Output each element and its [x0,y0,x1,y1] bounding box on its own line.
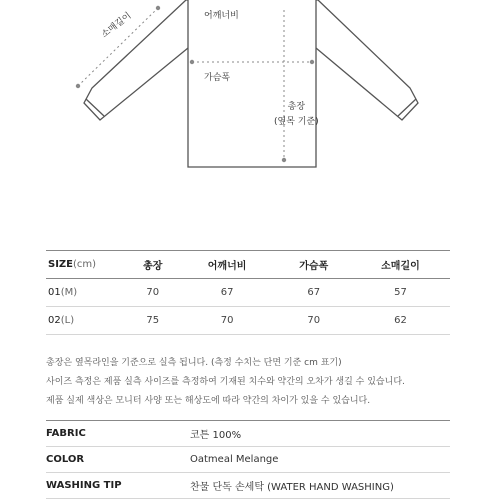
garment-diagram [0,0,500,200]
value-cell: 67 [178,279,277,307]
product-specs [46,420,450,499]
spec-label: FABRIC [46,428,86,439]
total-length-label [274,100,319,130]
table-row [46,279,450,307]
size-table-header [46,251,450,279]
measurement-notes [46,354,466,411]
spec-label: WASHING TIP [46,480,122,491]
table-row [46,307,450,335]
value-cell: 57 [351,279,450,307]
size-cell: 01(M) [46,279,128,307]
header-sleeve: 소매길이 [351,251,450,279]
sleeve-length-label: 소매길이 [99,10,134,41]
size-column-header: SIZE(cm) [46,251,128,279]
spec-row-fabric [46,420,450,447]
total-length-note: (옆목 기준) [274,117,319,127]
size-cell: 02(L) [46,307,128,335]
unit-label: (cm) [73,259,97,270]
value-cell: 70 [178,307,277,335]
note-line: 제품 실제 색상은 모니터 사양 또는 해상도에 따라 약간의 차이가 있을 수 있습니다. [46,396,371,406]
chest-width-label: 가슴폭 [204,73,231,83]
value-cell: 70 [277,307,351,335]
header-chest: 가슴폭 [277,251,351,279]
spec-value: Oatmeal Melange [190,454,279,465]
value-cell: 75 [128,307,178,335]
spec-value: 찬물 단독 손세탁 (WATER HAND WASHING) [190,482,394,493]
note-line: 총장은 옆목라인을 기준으로 실측 됩니다. (측정 수치는 단면 기준 cm 표기) [46,358,342,368]
shoulder-width-label: 어깨너비 [204,11,239,21]
total-length-title: 총장 [287,102,306,112]
value-cell: 62 [351,307,450,335]
size-table [46,250,450,335]
header-shoulder: 어깨너비 [178,251,277,279]
spec-label: COLOR [46,454,85,465]
spec-row-washing-tip [46,473,450,499]
header-total-length: 총장 [128,251,178,279]
note-line: 사이즈 측정은 제품 실측 사이즈를 측정하여 기재된 치수와 약간의 오차가 생길 수 있습니다. [46,377,405,387]
sweater-outline-icon [0,0,500,200]
value-cell: 67 [277,279,351,307]
spec-row-color [46,447,450,473]
spec-value: 코튼 100% [190,430,242,441]
value-cell: 70 [128,279,178,307]
